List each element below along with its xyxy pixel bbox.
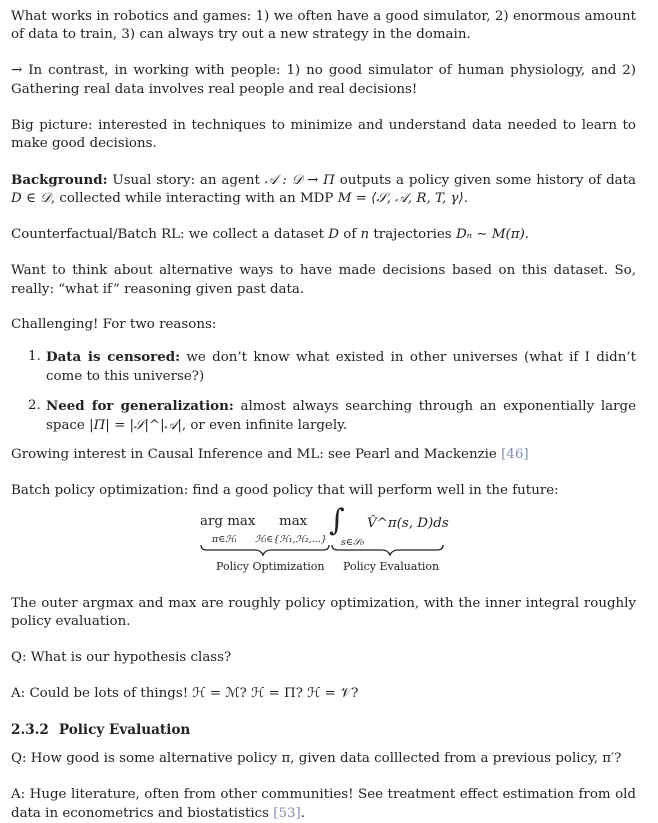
list-item-lead: Data is censored: bbox=[46, 349, 181, 366]
integrand: V̂^π(s, D)ds bbox=[367, 515, 449, 531]
section-number: 2.3.2 bbox=[11, 721, 49, 738]
agent-formula: 𝒜 : 𝒟 → Π bbox=[264, 172, 335, 188]
policy-space-formula: |Π| = |𝒮|^|𝒜| bbox=[89, 417, 182, 433]
argmax-subscript: π∈ℋᵢ bbox=[212, 533, 237, 545]
paragraph-what-if: Want to think about alternative ways to have made decisions based on this dataset. So, really: “what if” reasoning given past data. bbox=[11, 263, 636, 297]
answer-policy-evaluation: A: Huge literature, often from other communities! See treatment effect estimation from old data in econometrics and biostatistics [53]. bbox=[11, 787, 636, 821]
underbrace bbox=[199, 544, 445, 558]
mdp-formula: M = ⟨𝒮, 𝒜, R, T, γ⟩ bbox=[337, 191, 464, 207]
policy-optimization-label: Policy Optimization bbox=[216, 559, 325, 573]
section-heading bbox=[11, 721, 636, 739]
citation-link[interactable]: [46] bbox=[501, 447, 529, 462]
list-item: 2. Need for generalization: almost always searching through an exponentially large space |Π| = |𝒮|^|𝒜|, or even infinite largely. bbox=[28, 398, 636, 433]
paragraph-causal-inference: Growing interest in Causal Inference and ML: see Pearl and Mackenzie [46] bbox=[11, 447, 529, 462]
section-title: Policy Evaluation bbox=[58, 721, 191, 738]
reasons-list bbox=[28, 348, 636, 435]
paragraph-batch-optimization: Batch policy optimization: find a good policy that will perform well in the future: bbox=[11, 482, 559, 498]
question-policy-evaluation: Q: How good is some alternative policy π, given data colllected from a previous policy, π′? bbox=[11, 751, 622, 767]
paragraph-background: Background: Usual story: an agent 𝒜 : 𝒟 → Π outputs a policy given some history of data D ∈ 𝒟, collected while interacting with an MDP M = ⟨𝒮, 𝒜, R, T, γ⟩. bbox=[11, 171, 637, 207]
underbrace-right bbox=[332, 545, 443, 555]
policy-optimization-equation bbox=[11, 502, 636, 583]
paragraph-counterfactual: Counterfactual/Batch RL: we collect a dataset D of n trajectories Dₙ ∼ M(π). bbox=[11, 227, 530, 243]
argmax-operator: arg max bbox=[200, 513, 256, 529]
paragraph-big-picture: Big picture: interested in techniques to minimize and understand data needed to learn to make good decisions. bbox=[11, 117, 636, 152]
paragraph-challenging: Challenging! For two reasons: bbox=[11, 317, 217, 333]
list-item: 1. Data is censored: we don’t know what existed in other universes (what if I didn’t come to this universe?) bbox=[28, 349, 636, 384]
integral-subscript: s∈𝒮₀ bbox=[341, 536, 365, 548]
citation-link[interactable]: [53] bbox=[273, 805, 301, 821]
underbrace-left bbox=[201, 545, 329, 555]
trajectory-formula: Dₙ ∼ M(π) bbox=[455, 227, 525, 243]
answer-hypothesis-class: A: Could be lots of things! ℋ = ℳ? ℋ = Π? ℋ = 𝒱? bbox=[11, 686, 359, 702]
list-item-lead: Need for generalization: bbox=[46, 398, 234, 415]
paragraph-robotics-games: What works in robotics and games: 1) we often have a good simulator, 2) enormous amount of data to train, 3) can always try out a new strategy in the domain. bbox=[11, 9, 636, 43]
data-formula: D ∈ 𝒟 bbox=[11, 191, 51, 207]
paragraph-contrast-people: → In contrast, in working with people: 1) no good simulator of human physiology, and 2) Gathering real data involves real people and real decisions! bbox=[11, 63, 636, 97]
max-operator: max bbox=[279, 513, 308, 529]
background-heading: Background: bbox=[11, 171, 108, 188]
paragraph-outer-argmax: The outer argmax and max are roughly policy optimization, with the inner integral roughly policy evaluation. bbox=[11, 595, 636, 630]
question-hypothesis-class: Q: What is our hypothesis class? bbox=[11, 650, 232, 666]
policy-evaluation-label: Policy Evaluation bbox=[343, 559, 440, 573]
max-subscript: ℋᵢ∈{ℋ₁,ℋ₂,...} bbox=[255, 533, 327, 545]
integral-sign: ∫ bbox=[329, 502, 345, 538]
